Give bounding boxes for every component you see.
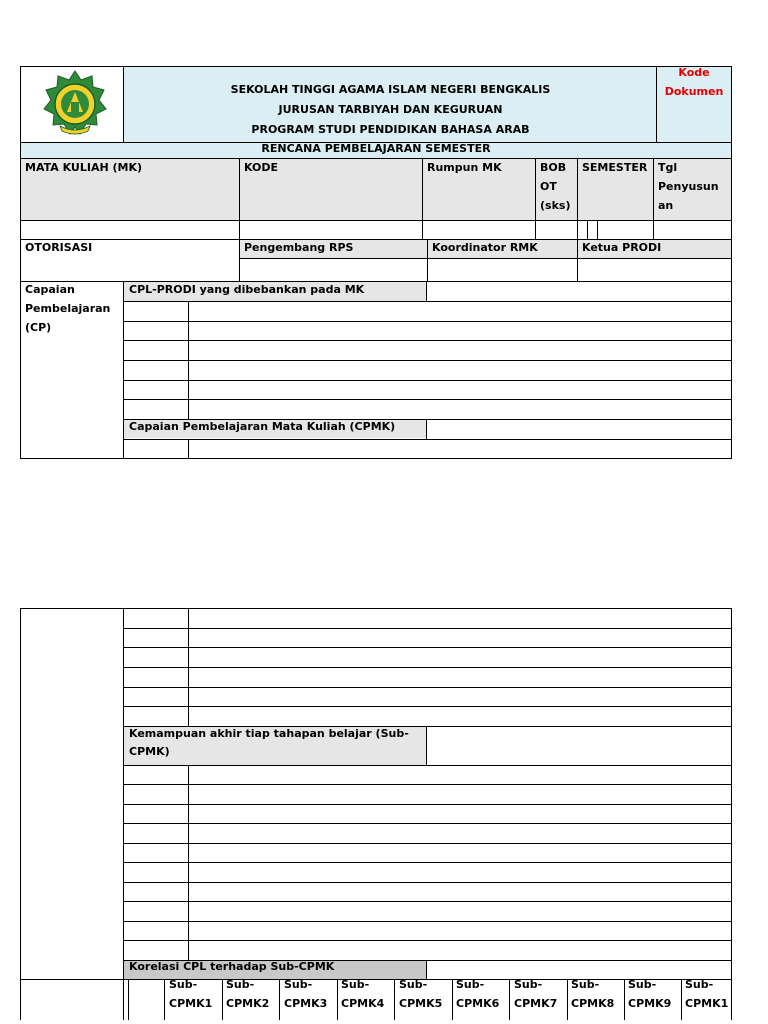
header-line-3: PROGRAM STUDI PENDIDIKAN BAHASA ARAB (251, 123, 530, 136)
rps-subtitle: RENCANA PEMBELAJARAN SEMESTER (261, 142, 491, 155)
kode-dokumen-label (657, 63, 731, 101)
tgl-label-2: Penyusun (658, 180, 719, 193)
sub-cpmk-col-1-a: Sub- (169, 978, 198, 991)
sub-cpmk-col-2-b: CPMK2 (226, 997, 270, 1010)
stain-logo (40, 68, 110, 138)
sub-cpmk-col-5-a: Sub- (399, 978, 428, 991)
rps-table-top (20, 66, 732, 459)
sub-cpmk-col-10-b: CPMK1 (685, 997, 729, 1010)
cp-label-1: Capaian (25, 283, 75, 296)
bobot-label-2: OT (540, 180, 557, 193)
sub-cpmk-col-9-b: CPMK9 (628, 997, 672, 1010)
rumpun-label: Rumpun MK (427, 161, 502, 174)
sub-cpmk-col-8-a: Sub- (571, 978, 600, 991)
otorisasi-label: OTORISASI (25, 241, 93, 254)
cpl-prodi-label: CPL-PRODI yang dibebankan pada MK (129, 283, 365, 296)
sub-cpmk-col-7-b: CPMK7 (514, 997, 558, 1010)
sub-cpmk-col-5-b: CPMK5 (399, 997, 443, 1010)
kode-label: KODE (244, 161, 279, 174)
kode-line-1: Kode (678, 66, 710, 79)
sub-cpmk-col-1-b: CPMK1 (169, 997, 213, 1010)
sub-cpmk-col-2-a: Sub- (226, 978, 255, 991)
sub-cpmk-col-7-a: Sub- (514, 978, 543, 991)
ketua-label: Ketua PRODI (582, 241, 662, 254)
pengembang-label: Pengembang RPS (244, 241, 354, 254)
cpmk-label: Capaian Pembelajaran Mata Kuliah (CPMK) (129, 420, 396, 433)
kode-line-2: Dokumen (664, 85, 724, 98)
sub-cpmk-col-6-a: Sub- (456, 978, 485, 991)
sub-cpmk-col-3-a: Sub- (284, 978, 313, 991)
header-line-2: JURUSAN TARBIYAH DAN KEGURUAN (278, 103, 503, 116)
semester-label: SEMESTER (582, 161, 648, 174)
sub-cpmk-col-10-a: Sub- (685, 978, 714, 991)
bobot-label-3: (sks) (540, 199, 571, 212)
cp-label-2: Pembelajaran (25, 302, 111, 315)
sub-cpmk-col-3-b: CPMK3 (284, 997, 328, 1010)
sub-cpmk-col-9-a: Sub- (628, 978, 657, 991)
sub-cpmk-col-8-b: CPMK8 (571, 997, 615, 1010)
header-line-1: SEKOLAH TINGGI AGAMA ISLAM NEGERI BENGKALIS (230, 83, 551, 96)
rps-table-bottom (20, 608, 732, 1020)
korelasi-label: Korelasi CPL terhadap Sub-CPMK (129, 960, 335, 973)
tgl-label-3: an (658, 199, 674, 212)
mata-kuliah-label: MATA KULIAH (MK) (25, 161, 143, 174)
sub-cpmk-col-4-b: CPMK4 (341, 997, 385, 1010)
koordinator-label: Koordinator RMK (432, 241, 538, 254)
sub-cpmk-col-6-b: CPMK6 (456, 997, 500, 1010)
sub-cpmk-label-2: CPMK) (129, 745, 170, 758)
sub-cpmk-col-4-a: Sub- (341, 978, 370, 991)
cp-label-3: (CP) (25, 321, 52, 334)
bobot-label-1: BOB (540, 161, 567, 174)
tgl-label-1: Tgl (658, 161, 678, 174)
sub-cpmk-label-1: Kemampuan akhir tiap tahapan belajar (Sub- (129, 727, 409, 740)
